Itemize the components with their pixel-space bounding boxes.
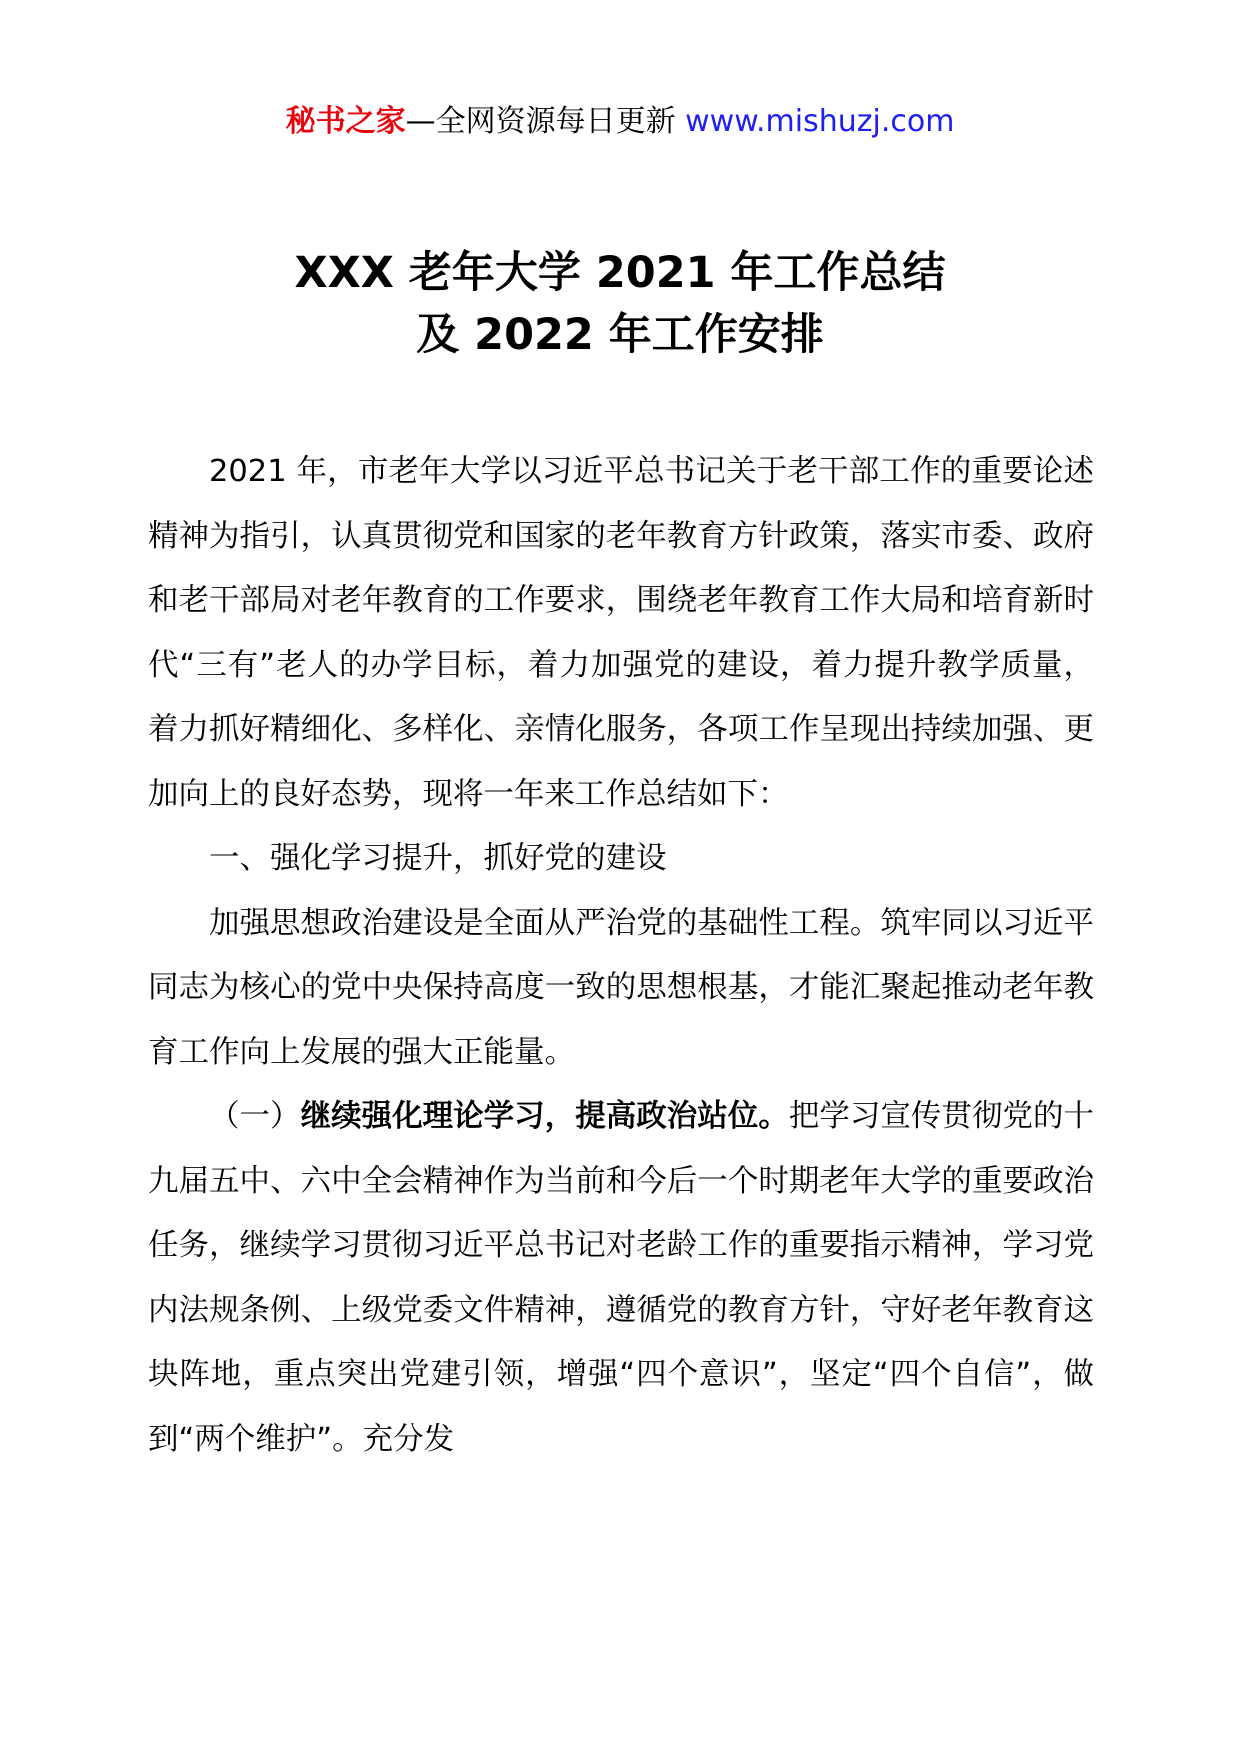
item-text: 把学习宣传贯彻党的十九届五中、六中全会精神作为当前和今后一个时期老年大学的重要政治任务，继续学习贯彻习近平总书记对老龄工作的重要指示精神，学习党内法规条例、上级党委文件精神，遵循党的教育方针，守好老年教育这块阵地，重点突出党建引领，增强“四个意识”，坚定“四个自信”，做到“两个维护”。充分发 xyxy=(148,1099,1095,1457)
section-paragraph: 加强思想政治建设是全面从严治党的基础性工程。筑牢同以习近平同志为核心的党中央保持高度一致的思想根基，才能汇聚起推动老年教育工作向上发展的强大正能量。 xyxy=(148,905,1094,1070)
document-title xyxy=(0,242,1240,366)
document-body xyxy=(148,440,1094,1472)
item-bold-lead: 继续强化理论学习，提高政治站位。 xyxy=(300,1099,789,1134)
section-heading: 一、强化学习提升，抓好党的建设 xyxy=(209,841,667,876)
site-tagline: —全网资源每日更新 xyxy=(405,104,686,139)
item-prefix: （一） xyxy=(209,1099,301,1134)
title-line-1: XXX 老年大学 2021 年工作总结 xyxy=(294,248,946,298)
site-name: 秘书之家 xyxy=(285,104,406,139)
item-paragraph xyxy=(148,1085,1094,1472)
site-url-link[interactable]: www.mishuzj.com xyxy=(685,104,955,139)
title-line-2: 及 2022 年工作安排 xyxy=(416,310,824,360)
intro-paragraph: 2021 年，市老年大学以习近平总书记关于老干部工作的重要论述精神为指引，认真贯彻党和国家的老年教育方针政策，落实市委、政府和老干部局对老年教育的工作要求，围绕老年教育工作大局和培育新时代“三有”老人的办学目标，着力加强党的建设，着力提升教学质量，着力抓好精细化、多样化、亲情化服务，各项工作呈现出持续加强、更加向上的良好态势，现将一年来工作总结如下： xyxy=(148,454,1094,812)
site-header xyxy=(0,102,1240,142)
